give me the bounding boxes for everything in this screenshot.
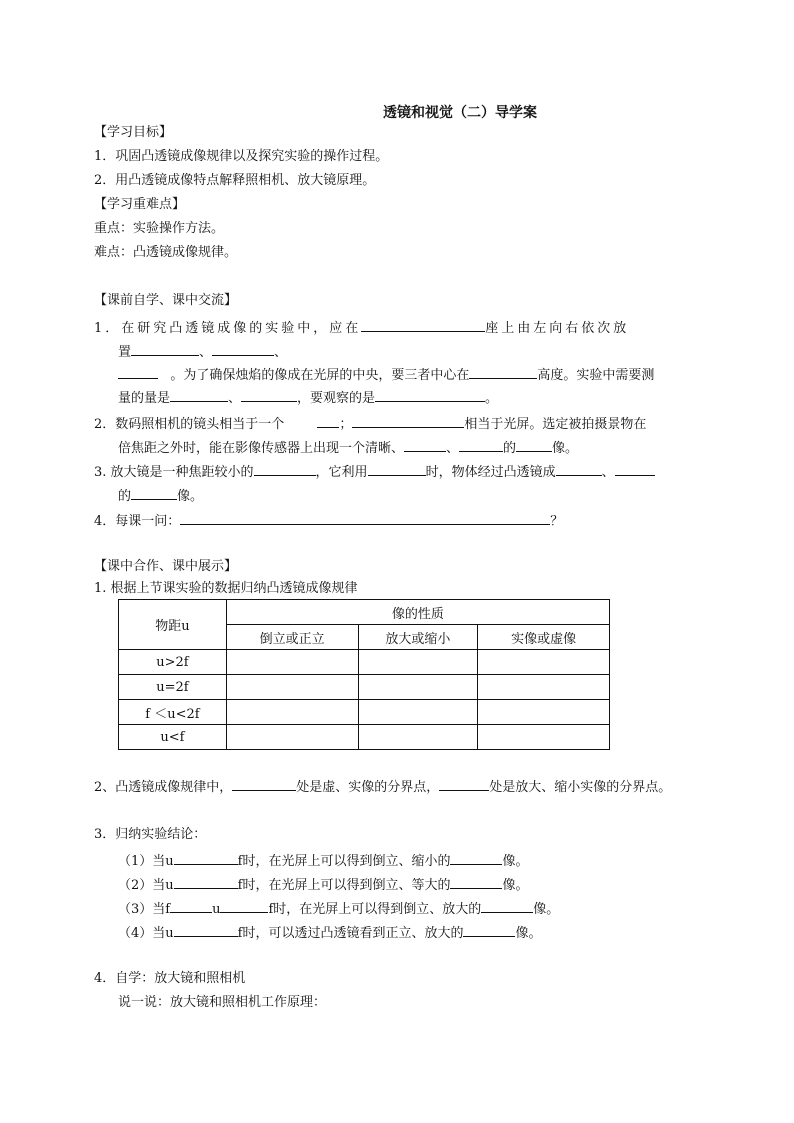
answer-cell[interactable] bbox=[226, 675, 358, 700]
c3-blank-relation-2[interactable] bbox=[220, 898, 268, 913]
row-condition: u<f bbox=[119, 725, 227, 750]
header-object-distance: 物距u bbox=[119, 600, 227, 650]
answer-cell[interactable] bbox=[358, 675, 478, 700]
table-row bbox=[119, 650, 610, 675]
q2-text-g: 像。 bbox=[552, 441, 579, 456]
q4-text-a: 4．每课一问： bbox=[94, 514, 181, 529]
c4-blank-type[interactable] bbox=[463, 922, 515, 937]
q1-text-j: ，要观察的是 bbox=[297, 391, 376, 406]
answer-cell[interactable] bbox=[358, 700, 478, 725]
q1-text-a: 1．在研究凸透镜成像的实验中，应在 bbox=[94, 321, 362, 336]
c4-text-b: f时，可以透过凸透镜看到正立、放大的 bbox=[237, 926, 464, 941]
question-2-line-2 bbox=[118, 437, 578, 458]
conclusion-3 bbox=[118, 898, 559, 919]
c1-blank-type[interactable] bbox=[450, 850, 502, 865]
q2-text-b: ； bbox=[339, 417, 353, 432]
q2-text-f: 的 bbox=[503, 441, 517, 456]
q3-blank-condition[interactable] bbox=[368, 461, 426, 476]
question-3-line-1 bbox=[94, 461, 655, 482]
q2b-text-a: 2、凸透镜成像规律中， bbox=[94, 780, 233, 795]
c4-text-c: 像。 bbox=[515, 926, 542, 941]
q3-blank-property-1[interactable] bbox=[556, 461, 602, 476]
q3-text-d: 、 bbox=[601, 465, 615, 480]
c2-text-c: 像。 bbox=[502, 878, 529, 893]
question-3-line-2 bbox=[118, 485, 203, 506]
q3-blank-property-2[interactable] bbox=[615, 461, 655, 476]
q2-blank-property-2[interactable] bbox=[459, 437, 503, 452]
q1-text-c: 置 bbox=[118, 345, 132, 360]
question-4-line bbox=[94, 510, 563, 531]
page-title: 透镜和视觉（二）导学案 bbox=[383, 105, 537, 121]
c3-text-d: 像。 bbox=[533, 902, 560, 917]
c2-text-a: （2）当u bbox=[118, 878, 174, 893]
question-1-line-3 bbox=[118, 364, 654, 385]
q3-text-f: 像。 bbox=[177, 489, 204, 504]
q1-blank-observe[interactable] bbox=[375, 387, 485, 402]
header-magnification: 放大或缩小 bbox=[358, 625, 478, 650]
c1-text-b: f时，在光屏上可以得到倒立、缩小的 bbox=[237, 854, 451, 869]
q4-text-b: ？ bbox=[550, 514, 564, 529]
question-1-line-2 bbox=[118, 341, 287, 362]
c1-text-a: （1）当u bbox=[118, 854, 174, 869]
answer-cell[interactable] bbox=[358, 725, 478, 750]
q2-blank-lens[interactable] bbox=[317, 413, 339, 428]
c2-text-b: f时，在光屏上可以得到倒立、等大的 bbox=[237, 878, 451, 893]
c1-text-c: 像。 bbox=[502, 854, 529, 869]
answer-cell[interactable] bbox=[358, 650, 478, 675]
c2-blank-relation[interactable] bbox=[174, 874, 238, 889]
row-condition: u>2f bbox=[119, 650, 227, 675]
answer-cell[interactable] bbox=[226, 725, 358, 750]
keypoint-text: 重点：实验操作方法。 bbox=[94, 221, 225, 236]
q1-text-k: 。 bbox=[485, 391, 499, 406]
inclass-header: 【课中合作、课中展示】 bbox=[94, 559, 238, 574]
conclusion-2 bbox=[118, 874, 528, 895]
q1-blank-height[interactable] bbox=[469, 364, 537, 379]
q3-blank-image-type[interactable] bbox=[131, 485, 177, 500]
header-image-nature: 像的性质 bbox=[226, 600, 609, 625]
q1-text-f: 。为了确保烛焰的像成在光屏的中央，要三者中心在 bbox=[170, 368, 470, 383]
question-1-line-4 bbox=[118, 387, 498, 408]
answer-cell[interactable] bbox=[478, 675, 610, 700]
q2b-blank-2[interactable] bbox=[439, 776, 489, 791]
q1-text-d: 、 bbox=[199, 345, 213, 360]
q1-blank-item-2[interactable] bbox=[212, 341, 274, 356]
q1-blank-item-3[interactable] bbox=[118, 364, 158, 379]
q2-blank-screen[interactable] bbox=[352, 413, 464, 428]
c3-text-b: u bbox=[212, 902, 221, 917]
conclusion-4 bbox=[118, 922, 541, 943]
q1-text-g: 高度。实验中需要测 bbox=[537, 368, 655, 383]
c3-blank-relation-1[interactable] bbox=[170, 898, 212, 913]
c3-blank-type[interactable] bbox=[481, 898, 533, 913]
goal-2: 2．用凸透镜成像特点解释照相机、放大镜原理。 bbox=[94, 173, 376, 188]
row-condition: u=2f bbox=[119, 675, 227, 700]
goal-1: 1．巩固凸透镜成像规律以及探究实验的操作过程。 bbox=[94, 149, 389, 164]
q3-blank-lens[interactable] bbox=[254, 461, 316, 476]
q2b-blank-1[interactable] bbox=[232, 776, 296, 791]
answer-cell[interactable] bbox=[478, 650, 610, 675]
imaging-rules-table bbox=[118, 599, 610, 750]
q2-text-c: 相当于光屏。选定被拍摄景物在 bbox=[464, 417, 647, 432]
q1-text-i: 、 bbox=[228, 391, 242, 406]
c4-blank-relation[interactable] bbox=[174, 922, 238, 937]
q2-text-e: 、 bbox=[446, 441, 460, 456]
c1-blank-relation[interactable] bbox=[174, 850, 238, 865]
question-1-line-1 bbox=[94, 317, 629, 338]
table-row bbox=[119, 725, 610, 750]
q2b-text-b: 处是虚、实像的分界点， bbox=[296, 780, 440, 795]
q1-blank-item-1[interactable] bbox=[131, 341, 199, 356]
q1-blank-measure-1[interactable] bbox=[170, 387, 228, 402]
conclusion-header: 3．归纳实验结论： bbox=[94, 827, 207, 842]
goals-header: 【学习目标】 bbox=[94, 125, 173, 140]
c3-text-c: f时，在光屏上可以得到倒立、放大的 bbox=[268, 902, 482, 917]
c3-text-a: （3）当f bbox=[118, 902, 171, 917]
selfstudy-header: 4．自学：放大镜和照相机 bbox=[94, 971, 246, 986]
q3-text-c: 时，物体经过凸透镜成 bbox=[425, 465, 556, 480]
answer-cell[interactable] bbox=[226, 650, 358, 675]
table-intro: 1. 根据上节课实验的数据归纳凸透镜成像规律 bbox=[94, 581, 358, 596]
q1-blank-measure-2[interactable] bbox=[241, 387, 297, 402]
difficulty-text: 难点：凸透镜成像规律。 bbox=[94, 245, 238, 260]
table-row bbox=[119, 675, 610, 700]
q1-text-b: 座上由左向右依次放 bbox=[485, 321, 630, 336]
q1-blank-bench[interactable] bbox=[361, 317, 485, 332]
q3-text-a: 3. 放大镜是一种焦距较小的 bbox=[94, 465, 254, 480]
row-condition: f ＜u<2f bbox=[119, 700, 227, 725]
answer-cell[interactable] bbox=[226, 700, 358, 725]
conclusion-1 bbox=[118, 850, 528, 871]
q2-text-a: 2．数码照相机的镜头相当于一个 bbox=[94, 417, 285, 432]
answer-cell[interactable] bbox=[478, 725, 610, 750]
keypoints-header: 【学习重难点】 bbox=[94, 197, 186, 212]
q3-text-e: 的 bbox=[118, 489, 132, 504]
selfstudy-prompt: 说一说：放大镜和照相机工作原理： bbox=[118, 995, 327, 1010]
q3-text-b: ，它利用 bbox=[315, 465, 368, 480]
q2-blank-image-type[interactable] bbox=[516, 437, 552, 452]
q2-text-d: 倍焦距之外时，能在影像传感器上出现一个清晰、 bbox=[118, 441, 405, 456]
answer-cell[interactable] bbox=[478, 700, 610, 725]
q4-blank-question[interactable] bbox=[180, 510, 550, 525]
preclass-header: 【课前自学、课中交流】 bbox=[94, 293, 238, 308]
q2-blank-property-1[interactable] bbox=[404, 437, 446, 452]
c4-text-a: （4）当u bbox=[118, 926, 174, 941]
q1-text-h: 量的量是 bbox=[118, 391, 171, 406]
q2b-text-c: 处是放大、缩小实像的分界点。 bbox=[489, 780, 672, 795]
header-real-virtual: 实像或虚像 bbox=[478, 625, 610, 650]
c2-blank-type[interactable] bbox=[450, 874, 502, 889]
boundary-question bbox=[94, 776, 671, 797]
table-row bbox=[119, 700, 610, 725]
question-2-line-1 bbox=[94, 413, 646, 434]
header-orientation: 倒立或正立 bbox=[226, 625, 358, 650]
q1-text-e: 、 bbox=[274, 345, 288, 360]
